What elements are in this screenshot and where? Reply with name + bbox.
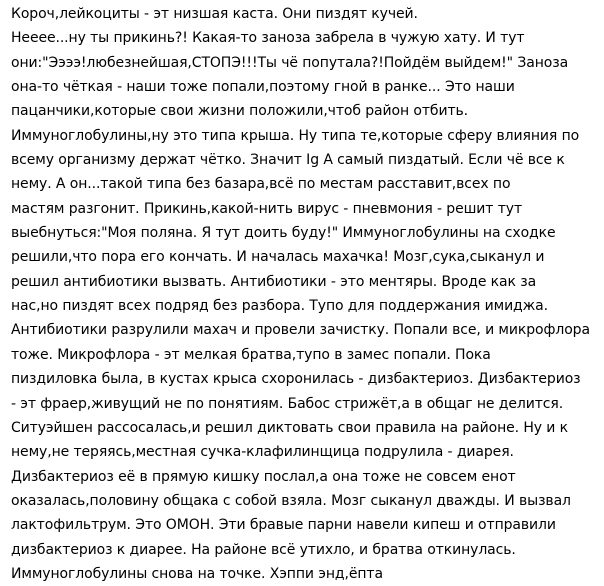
text-line: выебнуться:"Моя поляна. Я тут доить буду!" Иммуноглобулины на сходке — [11, 225, 556, 242]
story-text — [11, 2, 603, 586]
text-line: Нееее...ну ты прикинь?! Какая-то заноза забрела в чужую хату. И тут — [11, 30, 525, 47]
text-line: нему. А он...такой типа без базара,всё по местам расставит,всех по — [11, 176, 511, 193]
text-line: дизбактериоз к диарее. На районе всё утихло, и братва откинулась. — [11, 541, 516, 558]
text-line: она-то чёткая - наши тоже попали,поэтому гной в ранке... Это наши — [11, 79, 515, 96]
text-line: оказалась,половину общака с собой взяла. Мозг сыканул дважды. И вызвал — [11, 492, 571, 509]
text-line: Дизбактериоз её в прямую кишку послал,а она тоже не совсем енот — [11, 468, 516, 485]
text-line: Иммуноглобулины,ну это типа крыша. Ну типа те,которые сферу влияния по — [11, 127, 580, 144]
text-line: нас,но пиздят всех подряд без разбора. Тупо для поддержания имиджа. — [11, 298, 548, 315]
text-line: - эт фраер,живущий не по понятиям. Бабос стрижёт,а в общаг не делится. — [11, 395, 564, 412]
text-line: Иммуноглобулины снова на точке. Хэппи энд,ёпта — [11, 565, 383, 582]
text-line: тоже. Микрофлора - эт мелкая братва,тупо в замес попали. Пока — [11, 346, 491, 363]
text-line: Короч,лейкоциты - эт низшая каста. Они пиздят кучей. — [11, 6, 418, 22]
text-line: нему,не теряясь,местная сучка-клафилинщица подрулила - диарея. — [11, 444, 514, 461]
text-line: Ситуэйшен рассосалась,и решил диктовать свои правила на районе. Ну и к — [11, 419, 569, 436]
text-line: они:"Ээээ!любезнейшая,СТОПЭ!!!Ты чё попутала?!Пойдём выйдем!" Заноза — [11, 54, 569, 71]
text-line: пиздиловка была, в кустах крыса схоронилась - дизбактериоз. Дизбактериоз — [11, 371, 581, 388]
text-line: решили,что пора его кончать. И началась махачка! Мозг,сука,сыканул и — [11, 249, 545, 266]
text-line: лактофильтрум. Это ОМОН. Эти бравые парни навели кипеш и отправили — [11, 517, 556, 534]
text-line: пацанчики,которые свои жизни положили,чтоб район отбить. — [11, 103, 468, 120]
text-line: мастям разгонит. Прикинь,какой-нить вирус - пневмония - решит тут — [11, 200, 523, 217]
text-line: решил антибиотики вызвать. Антибиотики - это ментяры. Вроде как за — [11, 273, 537, 290]
text-line: Антибиотики разрулили махач и провели зачистку. Попали все, и микрофлора — [11, 322, 590, 339]
text-line: всему организму держат чётко. Значит Ig A самый пиздатый. Если чё все к — [11, 152, 565, 169]
